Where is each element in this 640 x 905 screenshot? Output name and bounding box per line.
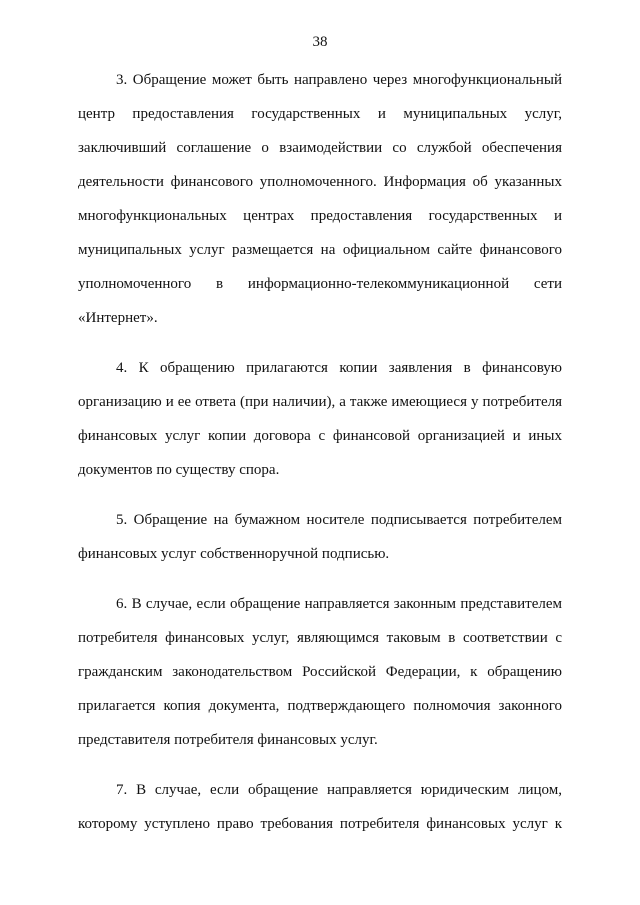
text-line: прилагается копия документа, подтверждающего полномочия законного: [78, 698, 562, 714]
text-line: которому уступлено право требования потребителя финансовых услуг к: [78, 816, 562, 832]
text-line: заключивший соглашение о взаимодействии со службой обеспечения: [78, 140, 562, 156]
text-line: потребителя финансовых услуг, являющимся таковым в соответствии с: [78, 630, 562, 646]
text-line: деятельности финансового уполномоченного. Информация об указанных: [78, 174, 562, 190]
text-line: многофункциональных центрах предоставления государственных и: [78, 208, 562, 224]
text-line: 3. Обращение может быть направлено через многофункциональный: [116, 72, 562, 88]
paragraph-3: [78, 70, 562, 342]
text-line: финансовых услуг копии договора с финансовой организацией и иных: [78, 428, 562, 444]
text-line: 7. В случае, если обращение направляется юридическим лицом,: [116, 782, 562, 798]
document-body: [78, 70, 562, 848]
text-line: документов по существу спора.: [78, 462, 280, 478]
text-line: гражданским законодательством Российской Федерации, к обращению: [78, 664, 562, 680]
text-line: «Интернет».: [78, 310, 158, 326]
text-line: организацию и ее ответа (при наличии), а также имеющиеся у потребителя: [78, 394, 562, 410]
paragraph-4: [78, 358, 562, 494]
text-line: 5. Обращение на бумажном носителе подписывается потребителем: [116, 512, 562, 528]
text-line: финансовых услуг собственноручной подписью.: [78, 546, 390, 562]
text-line: центр предоставления государственных и муниципальных услуг,: [78, 106, 562, 122]
text-line: уполномоченного в информационно-телекоммуникационной сети: [78, 276, 562, 292]
text-line: 6. В случае, если обращение направляется законным представителем: [116, 596, 562, 612]
page-number: 38: [312, 34, 328, 50]
text-line: представителя потребителя финансовых услуг.: [78, 732, 378, 748]
paragraph-6: [78, 594, 562, 764]
text-line: 4. К обращению прилагаются копии заявления в финансовую: [116, 360, 562, 376]
paragraph-7: [78, 780, 562, 848]
paragraph-5: [78, 510, 562, 578]
text-line: муниципальных услуг размещается на официальном сайте финансового: [78, 242, 562, 258]
